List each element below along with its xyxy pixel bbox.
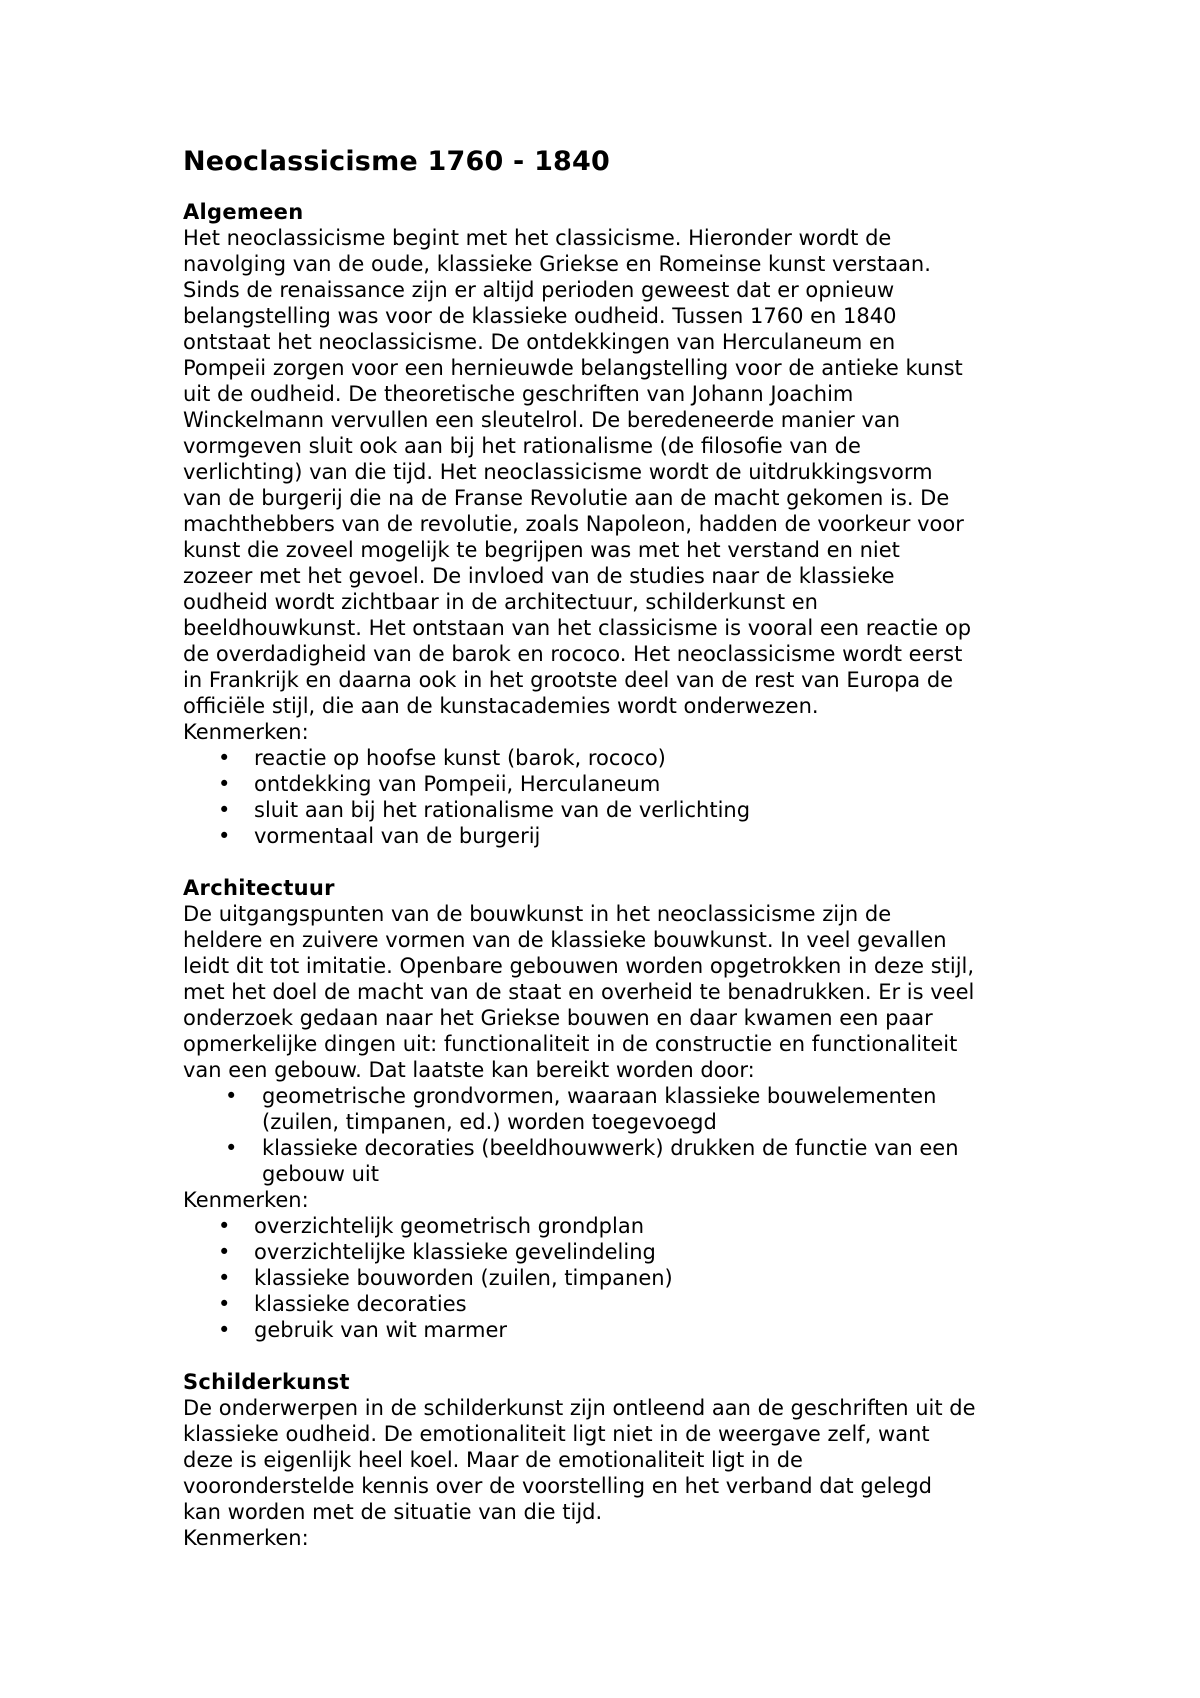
list-item: • sluit aan bij het rationalisme van de verlichting xyxy=(183,797,1043,823)
section-algemeen xyxy=(183,199,1043,849)
section-schilderkunst xyxy=(183,1369,1043,1551)
list-item: • geometrische grondvormen, waaraan klassieke bouwelementen (zuilen, timpanen, ed.) worden toegevoegd xyxy=(183,1083,1043,1135)
list-item: • klassieke decoraties (beeldhouwwerk) drukken de functie van een gebouw uit xyxy=(183,1135,1043,1187)
document-title: Neoclassicisme 1760 - 1840 xyxy=(183,146,611,177)
kenmerken-list-algemeen xyxy=(183,745,1043,849)
kenmerken-label-algemeen: Kenmerken: xyxy=(183,720,309,744)
section-heading-schilderkunst: Schilderkunst xyxy=(183,1370,350,1394)
section-spacer xyxy=(183,1343,1043,1369)
document-page xyxy=(183,142,1043,1551)
kenmerken-list-architectuur xyxy=(183,1213,1043,1343)
kenmerken-label-architectuur: Kenmerken: xyxy=(183,1188,309,1212)
list-item: • klassieke bouworden (zuilen, timpanen) xyxy=(183,1265,1043,1291)
section-body-algemeen: Het neoclassicisme begint met het classicisme. Hieronder wordt de navolging van de oude, klassieke Griekse en Romeinse kunst verstaan. Sinds de renaissance zijn er altijd perioden geweest dat er opnieuw belangstelling was voor de klassieke oudheid. Tussen 1760 en 1840 ontstaat het neoclassicisme. De ontdekkingen van Herculaneum en Pompeii zorgen voor een hernieuwde belangstelling voor de antieke kunst uit de oudheid. De theoretische geschriften van Johann Joachim Winckelmann vervullen een sleutelrol. De beredeneerde manier van vormgeven sluit ook aan bij het rationalisme (de filosofie van de verlichting) van die tijd. Het neoclassicisme wordt de uitdrukkingsvorm van de burgerij die na de Franse Revolutie aan de macht gekomen is. De machthebbers van de revolutie, zoals Napoleon, hadden de voorkeur voor kunst die zoveel mogelijk te begrijpen was met het verstand en niet zozeer met het gevoel. De invloed van de studies naar de klassieke oudheid wordt zichtbaar in de architectuur, schilderkunst en beeldhouwkunst. Het ontstaan van het classicisme is vooral een reactie op de overdadigheid van de barok en rococo. Het neoclassicisme wordt eerst in Frankrijk en daarna ook in het grootste deel van de rest van Europa de officiële stijl, die aan de kunstacademies wordt onderwezen. xyxy=(183,226,972,718)
section-spacer xyxy=(183,849,1043,875)
kenmerken-label-schilderkunst: Kenmerken: xyxy=(183,1526,309,1550)
list-item: • reactie op hoofse kunst (barok, rococo) xyxy=(183,745,1043,771)
list-item: • vormentaal van de burgerij xyxy=(183,823,1043,849)
section-heading-architectuur: Architectuur xyxy=(183,876,335,900)
section-body-architectuur: De uitgangspunten van de bouwkunst in het neoclassicisme zijn de heldere en zuivere vormen van de klassieke bouwkunst. In veel gevallen leidt dit tot imitatie. Openbare gebouwen worden opgetrokken in deze stijl, met het doel de macht van de staat en overheid te benadrukken. Er is veel onderzoek gedaan naar het Griekse bouwen en daar kwamen een paar opmerkelijke dingen uit: functionaliteit in de constructie en functionaliteit van een gebouw. Dat laatste kan bereikt worden door: xyxy=(183,902,975,1082)
methods-list-architectuur xyxy=(183,1083,1043,1187)
list-item: • overzichtelijke klassieke gevelindeling xyxy=(183,1239,1043,1265)
list-item: • overzichtelijk geometrisch grondplan xyxy=(183,1213,1043,1239)
section-heading-algemeen: Algemeen xyxy=(183,200,304,224)
list-item: • ontdekking van Pompeii, Herculaneum xyxy=(183,771,1043,797)
list-item: • klassieke decoraties xyxy=(183,1291,1043,1317)
list-item: • gebruik van wit marmer xyxy=(183,1317,1043,1343)
section-architectuur xyxy=(183,875,1043,1343)
section-body-schilderkunst: De onderwerpen in de schilderkunst zijn ontleend aan de geschriften uit de klassieke oudheid. De emotionaliteit ligt niet in de weergave zelf, want deze is eigenlijk heel koel. Maar de emotionaliteit ligt in de vooronderstelde kennis over de voorstelling en het verband dat gelegd kan worden met de situatie van die tijd. xyxy=(183,1396,976,1524)
